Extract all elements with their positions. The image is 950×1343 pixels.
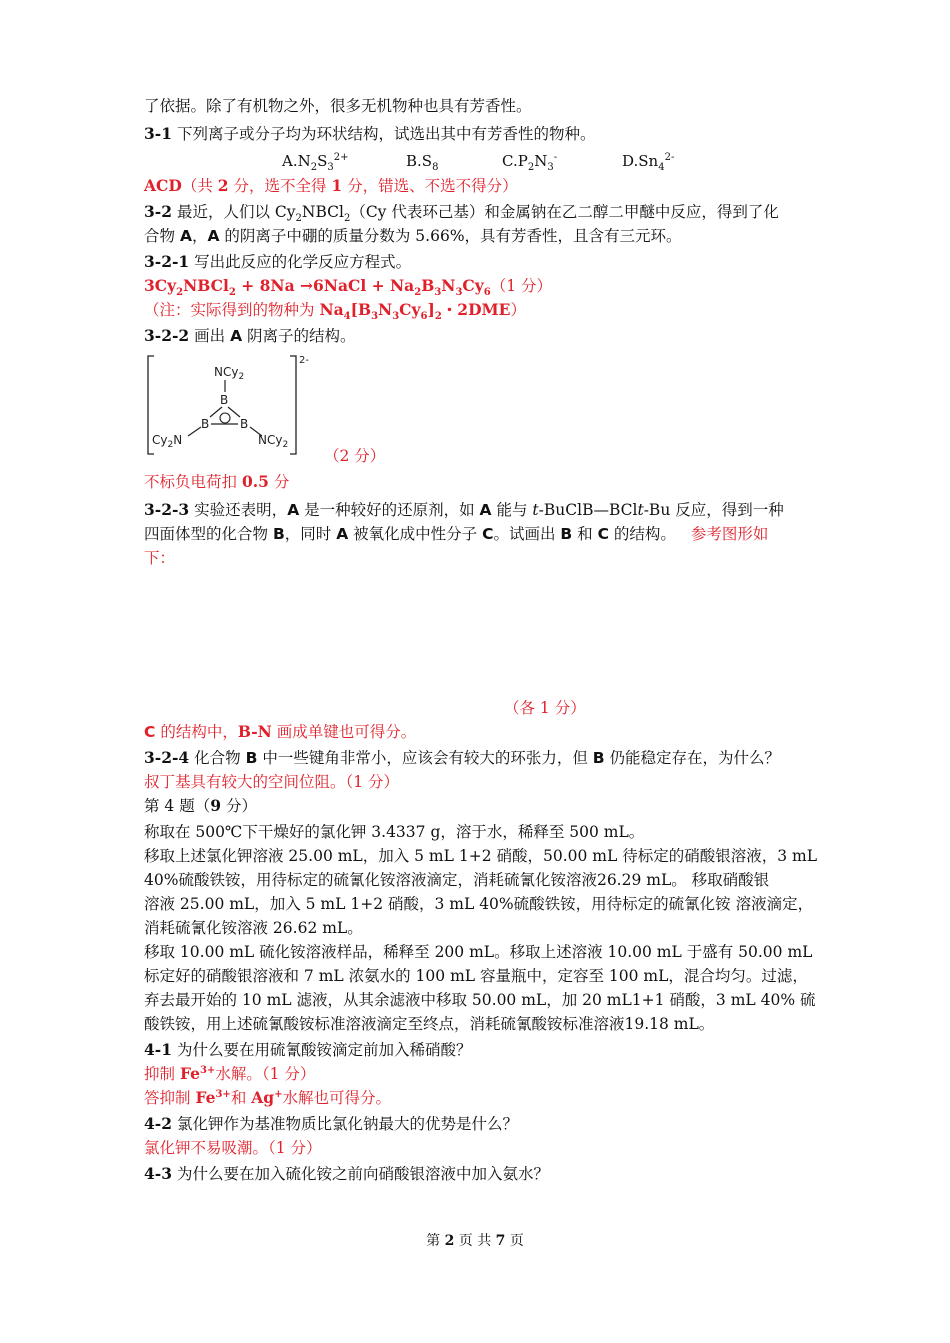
q4-line: 酸铁铵，用上述硫氰酸铵标准溶液滴定至终点，消耗硫氰酸铵标准溶液19.18 mL。 <box>144 1015 715 1033</box>
question-3-2-4: 3-2-4 化合物 B 中一些键角非常小，应该会有较大的环张力，但 B 仍能稳定存在，为什么？ <box>144 748 781 767</box>
charge-label: 2- <box>299 355 309 366</box>
top-ncy2: NCy$_2$ <box>214 365 245 382</box>
q4-line: 溶液 25.00 mL，加入 5 mL 1+2 硝酸，3 mL 40%硫酸铁铵，用待标定的硫氰化铵 溶液滴定， <box>144 895 814 913</box>
q4-line: 弃去最开始的 10 mL 滤液，从其余滤液中移取 50.00 mL，加 20 mL1+1 硝酸，3 mL 40% 硫 <box>144 991 816 1009</box>
question-3-2-line2: 合物 A，A 的阴离子中硼的质量分数为 5.66%，具有芳香性，且含有三元环。 <box>144 227 682 245</box>
structure-points: （2 分） <box>324 447 386 465</box>
option-d: $D.Sn_4^{2-}$ <box>622 152 675 173</box>
answer-equation: $3Cy_2NBCl_2 + 8Na$ →6NaCl + $Na_2B_3N_3Cy_6(1$ 分） <box>144 276 553 299</box>
question-3-2-2: 3-2-2 画出 A 阴离子的结构。 <box>144 326 356 345</box>
boron-top: B <box>220 393 229 407</box>
boron-right: B <box>240 417 249 431</box>
answer-note: （注：实际得到的物种为 $Na_4[B_3N_3Cy_6]_2$・2DME） <box>144 300 527 323</box>
question-3-2-3-line1: 3-2-3 实验还表明，A 是一种较好的还原剂，如 A 能与 t-BuClB—BClt-Bu 反应，得到一种 <box>144 500 784 519</box>
q4-line: 标定好的硝酸银溶液和 7 mL 浓氨水的 100 mL 容量瓶中，定容至 100 mL，混合均匀。过滤， <box>144 967 808 985</box>
boron-left: B <box>201 417 210 431</box>
left-cy2n: $Cy_2N$ <box>152 433 183 450</box>
q4-line: 称取在 500℃下干燥好的氯化钾 3.4337 g，溶于水，稀释至 500 mL。 <box>144 823 645 841</box>
q4-line: 40%硫酸铁铵，用待标定的硫氰化铵溶液滴定，消耗硫氰化铵溶液26.29 mL。 移取硝酸银 <box>144 871 770 889</box>
right-ncy2: NCy$_2$ <box>258 433 289 450</box>
answer-4-2: 氯化钾不易吸潮。（1 分） <box>144 1139 322 1157</box>
page-footer: 第 2 页 共 7 页 <box>426 1233 524 1249</box>
answer-3-2-4: 叔丁基具有较大的空间位阻。（1 分） <box>144 773 400 791</box>
anion-structure <box>144 354 314 464</box>
each-points: （各 1 分） <box>504 699 586 717</box>
option-b: $B.S_8$ <box>406 152 439 173</box>
q4-line: 移取上述氯化钾溶液 25.00 mL，加入 5 mL 1+2 硝酸，50.00 mL 待标定的硝酸银溶液，3 mL <box>144 847 817 865</box>
answer-3-1: ACD（共 2 分，选不全得 1 分，错选、不选不得分） <box>144 176 518 195</box>
question-3-2-line1: 3-2 最近，人们以 $Cy_2NBCl_2(Cy$ 代表环己基）和金属钠在乙二醇二甲醚中反应，得到了化 <box>144 202 779 225</box>
question-3-2-1: 3-2-1 写出此反应的化学反应方程式。 <box>144 252 412 271</box>
question-3-2-3-line2: 四面体型的化合物 B，同时 A 被氧化成中性分子 C。试画出 B 和 C 的结构。 参考图形如 <box>144 525 769 543</box>
question-4-1: 4-1 为什么要在用硫氰酸铵滴定前加入稀硝酸？ <box>144 1040 472 1059</box>
question-3-1 <box>144 124 595 144</box>
question-4-title: 第 4 题（9 分） <box>144 796 257 815</box>
answer-4-1: 抑制 $Fe^{3+}$水解。（1 分） <box>144 1064 316 1083</box>
c-structure-note: C 的结构中，B-N 画成单键也可得分。 <box>144 722 417 741</box>
structure-note: 不标负电荷扣 0.5 分 <box>144 472 290 491</box>
question-4-3: 4-3 为什么要在加入硫化铵之前向硝酸银溶液中加入氨水？ <box>144 1164 549 1183</box>
q4-line: 消耗硫氰化铵溶液 26.62 mL。 <box>144 919 363 937</box>
option-c: $C.P_2N_3^-$ <box>502 152 558 173</box>
intro-text: 了依据。除了有机物之外，很多无机物种也具有芳香性。 <box>144 97 532 115</box>
question-4-2: 4-2 氯化钾作为基准物质比氯化钠最大的优势是什么？ <box>144 1114 518 1133</box>
option-a: $A.N_2S_3^{2+}$ <box>282 152 349 173</box>
q4-line: 移取 10.00 mL 硫化铵溶液样品，稀释至 200 mL。移取上述溶液 10.00 mL 于盛有 50.00 mL <box>144 943 813 961</box>
question-number: 3-1 <box>144 124 173 143</box>
question-text: 下列离子或分子均为环状结构，试选出其中有芳香性的物种。 <box>176 125 596 143</box>
answer-4-1-alt: 答抑制 $Fe^{3+}$和 Ag+水解也可得分。 <box>144 1088 392 1107</box>
reference-figure-label: 下： <box>144 549 176 567</box>
